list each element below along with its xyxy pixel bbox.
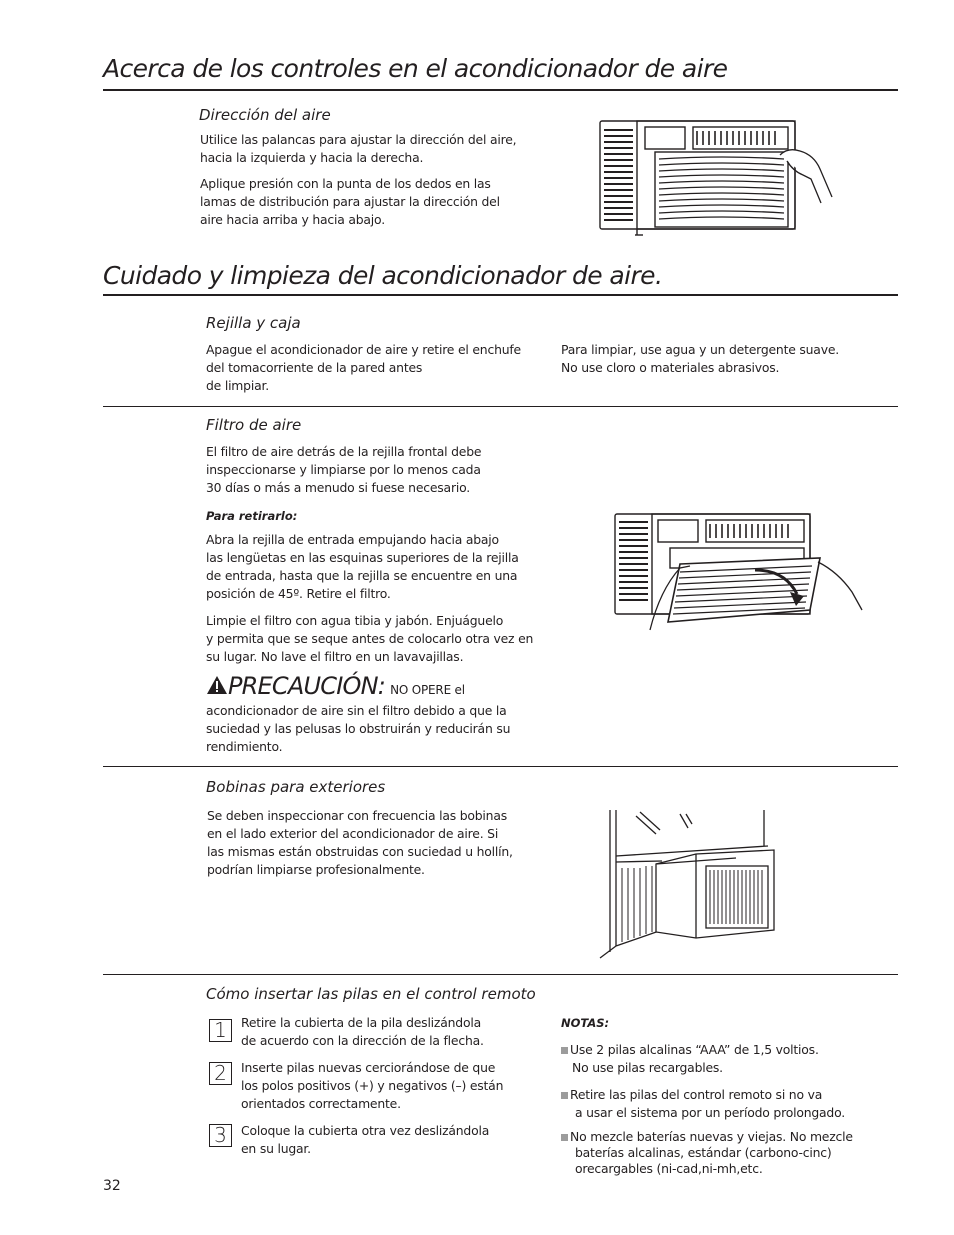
heading-air-filter: Filtro de aire: [206, 416, 302, 434]
note-2: Retire las pilas del control remoto si no va a usar el sistema por un período prolongado.: [561, 1086, 845, 1122]
caution-label: PRECAUCIÓN:: [228, 672, 386, 700]
outdoor-coils-illustration: [596, 806, 781, 961]
step-number-3: 3: [209, 1124, 232, 1147]
bullet-icon: [561, 1134, 568, 1141]
divider-1: [103, 406, 898, 407]
step-number-2: 2: [209, 1062, 232, 1085]
note-1: Use 2 pilas alcalinas “AAA” de 1,5 voltios. No use pilas recargables.: [561, 1041, 819, 1077]
step-3-text: Coloque la cubierta otra vez deslizándola en su lugar.: [241, 1123, 490, 1156]
note-3: No mezcle baterías nuevas y viejas. No mezcle baterías alcalinas, estándar (carbono-cinc) orecargables (ni-cad,ni-mh,etc.: [561, 1129, 853, 1177]
filter-removal-illustration: [610, 510, 870, 635]
heading-batteries: Cómo insertar las pilas en el control remoto: [206, 985, 536, 1003]
air-filter-para-2: Abra la rejilla de entrada empujando hacia abajo las lengüetas en las esquinas superiores de la rejilla de entrada, hasta que la rejilla se encuentre en una posición de 45º. Retire el filtro.: [206, 532, 519, 601]
heading-grille-case: Rejilla y caja: [206, 314, 301, 332]
air-filter-para-3: Limpie el filtro con agua tibia y jabón. Enjuáguelo y permita que se seque antes de colocarlo otra vez en su lugar. No lave el filtro en un lavavajillas.: [206, 613, 534, 664]
page-number: 32: [103, 1178, 121, 1194]
title-rule: [103, 89, 898, 91]
subheading-to-remove: Para retirarlo:: [206, 509, 298, 523]
section-title-care: Cuidado y limpieza del acondicionador de aire.: [103, 261, 663, 290]
outdoor-coils-text: Se deben inspeccionar con frecuencia las bobinas en el lado exterior del acondicionador de aire. Si las mismas están obstruidas con suciedad u hollín, podrían limpiarse profesionalmente.: [207, 808, 513, 877]
caution-line: [206, 672, 465, 700]
ac-air-direction-illustration: [595, 115, 835, 240]
caution-text: acondicionador de aire sin el filtro debido a que la suciedad y las pelusas lo obstruirán y reducirán su rendimiento.: [206, 703, 511, 754]
care-title-rule: [103, 294, 898, 296]
section-title-controls: Acerca de los controles en el acondicionador de aire: [103, 54, 728, 83]
divider-3: [103, 974, 898, 975]
step-2-text: Inserte pilas nuevas cerciorándose de que los polos positivos (+) y negativos (–) están orientados correctamente.: [241, 1060, 504, 1111]
air-direction-para-1: Utilice las palancas para ajustar la dirección del aire, hacia la izquierda y hacia la derecha.: [200, 132, 517, 165]
heading-outdoor-coils: Bobinas para exteriores: [206, 778, 386, 796]
caution-inline-text: NO OPERE el: [390, 683, 465, 697]
grille-case-right-text: Para limpiar, use agua y un detergente suave. No use cloro o materiales abrasivos.: [561, 342, 839, 375]
bullet-icon: [561, 1047, 568, 1054]
step-number-1: 1: [209, 1019, 232, 1042]
divider-2: [103, 766, 898, 767]
air-filter-para-1: El filtro de aire detrás de la rejilla frontal debe inspeccionarse y limpiarse por lo menos cada 30 días o más a menudo si fuese necesario.: [206, 444, 482, 495]
step-1-text: Retire la cubierta de la pila deslizándola de acuerdo con la dirección de la flecha.: [241, 1015, 484, 1048]
notes-label: NOTAS:: [561, 1016, 610, 1030]
heading-air-direction: Dirección del aire: [199, 106, 331, 124]
grille-case-left-text: Apague el acondicionador de aire y retire el enchufe del tomacorriente de la pared antes de limpiar.: [206, 342, 521, 393]
air-direction-para-2: Aplique presión con la punta de los dedos en las lamas de distribución para ajustar la dirección del aire hacia arriba y hacia abajo.: [200, 176, 500, 227]
warning-icon: [206, 675, 228, 695]
bullet-icon: [561, 1092, 568, 1099]
